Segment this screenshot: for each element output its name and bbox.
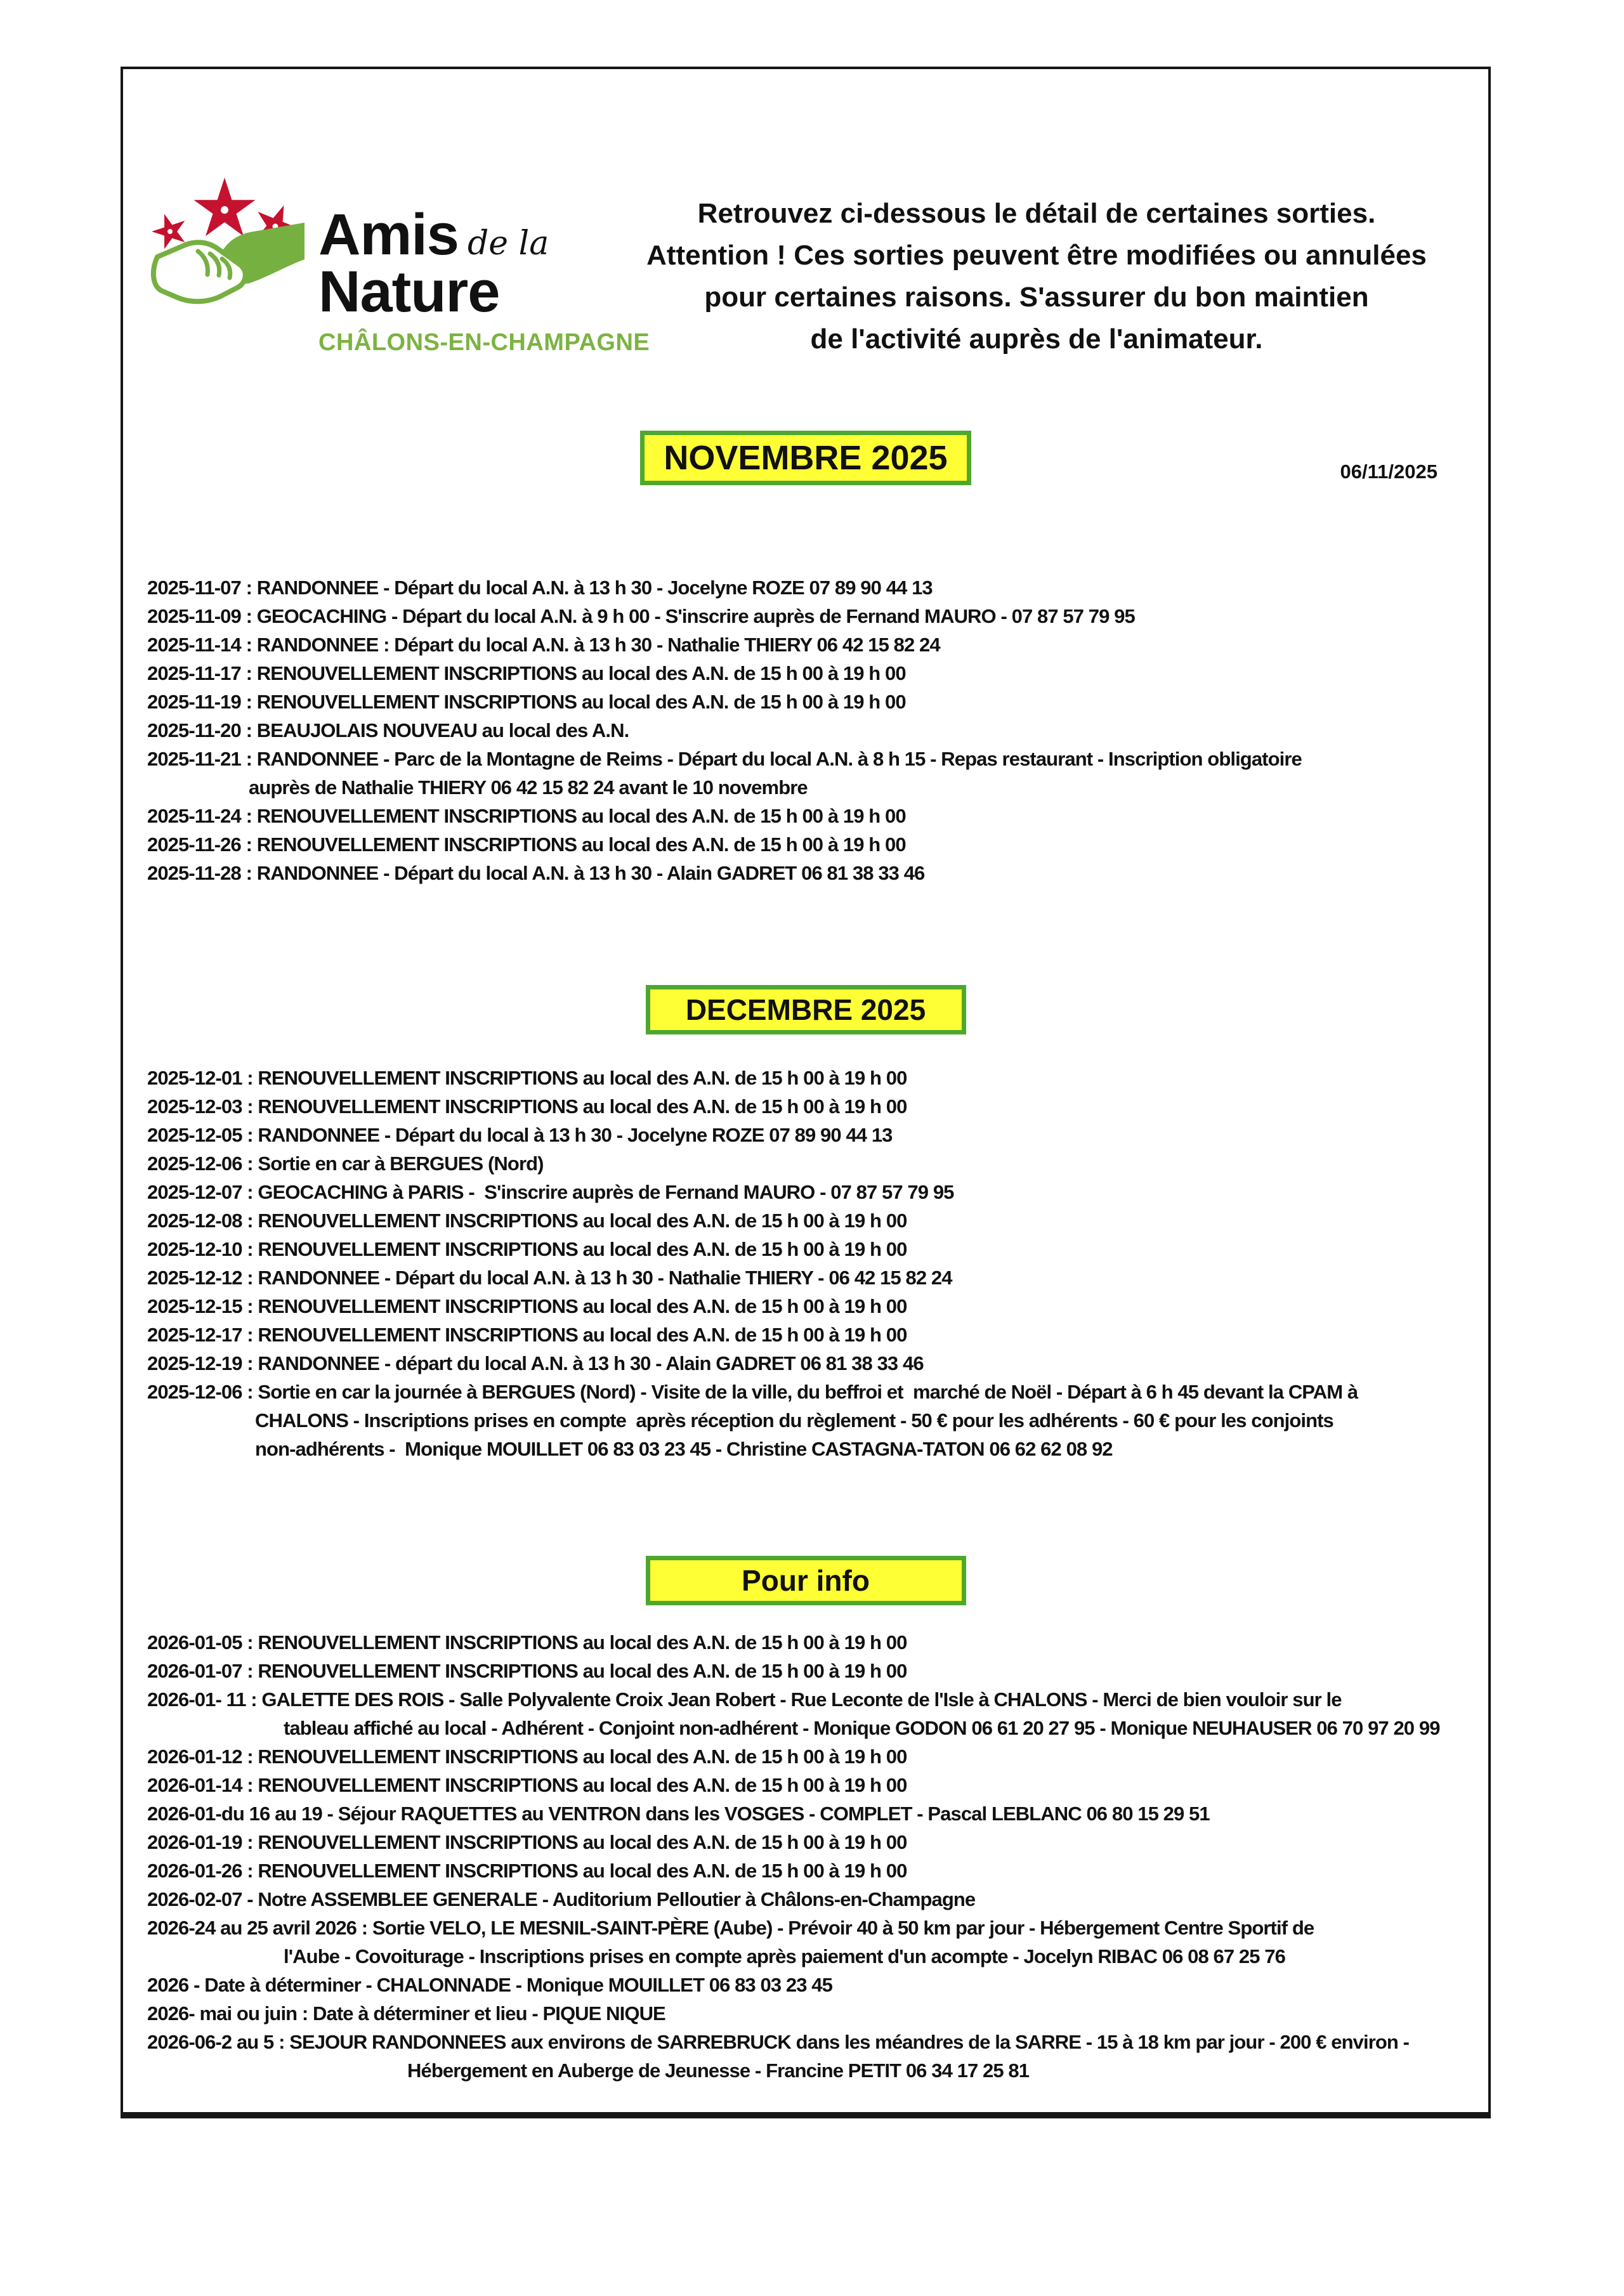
event-line: 2026-01- 11 : GALETTE DES ROIS - Salle Polyvalente Croix Jean Robert - Rue Leconte de l'Isle à CHALONS - Merci de bien vouloir sur le xyxy=(147,1688,1342,1711)
event-line: 2025-12-07 : GEOCACHING à PARIS - S'inscrire auprès de Fernand MAURO - 07 87 57 79 95 xyxy=(147,1181,954,1203)
document-border-frame xyxy=(121,67,1491,2118)
event-line: 2025-12-12 : RANDONNEE - Départ du local A.N. à 13 h 30 - Nathalie THIERY - 06 42 15 82 24 xyxy=(147,1267,952,1289)
event-line: 2025-11-24 : RENOUVELLEMENT INSCRIPTIONS au local des A.N. de 15 h 00 à 19 h 00 xyxy=(147,805,906,827)
event-list xyxy=(147,573,1484,887)
logo-subtitle: CHÂLONS-EN-CHAMPAGNE xyxy=(318,329,650,356)
event-line: 2025-11-14 : RANDONNEE : Départ du local A.N. à 13 h 30 - Nathalie THIERY 06 42 15 82 24 xyxy=(147,634,940,656)
section-title-row xyxy=(123,1556,1488,1605)
event-line: 2026-01-12 : RENOUVELLEMENT INSCRIPTIONS au local des A.N. de 15 h 00 à 19 h 00 xyxy=(147,1745,907,1768)
event-line: 2026-06-2 au 5 : SEJOUR RANDONNEES aux environs de SARREBRUCK dans les méandres de la SARRE - 15 à 18 km par jour - 200 € environ - xyxy=(147,2031,1410,2053)
event-line: l'Aube - Covoiturage - Inscriptions prises en compte après paiement d'un acompte - Jocelyn RIBAC 06 08 67 25 76 xyxy=(284,1945,1285,1967)
event-line: CHALONS - Inscriptions prises en compte après réception du règlement - 50 € pour les adhérents - 60 € pour les conjoints xyxy=(255,1409,1333,1432)
event-list xyxy=(147,1628,1484,2085)
event-line: 2025-11-19 : RENOUVELLEMENT INSCRIPTIONS au local des A.N. de 15 h 00 à 19 h 00 xyxy=(147,691,906,713)
event-line: 2025-12-19 : RANDONNEE - départ du local A.N. à 13 h 30 - Alain GADRET 06 81 38 33 46 xyxy=(147,1352,924,1374)
notice-line-1: Retrouvez ci-dessous le détail de certaines sorties. xyxy=(697,198,1376,229)
event-line: 2025-12-01 : RENOUVELLEMENT INSCRIPTIONS au local des A.N. de 15 h 00 à 19 h 00 xyxy=(147,1067,907,1089)
section-title: NOVEMBRE 2025 xyxy=(640,431,971,485)
event-line: 2025-12-06 : Sortie en car à BERGUES (Nord) xyxy=(147,1152,544,1175)
event-line: 2026-01-19 : RENOUVELLEMENT INSCRIPTIONS au local des A.N. de 15 h 00 à 19 h 00 xyxy=(147,1831,907,1853)
event-line: 2026-02-07 - Notre ASSEMBLEE GENERALE - Auditorium Pelloutier à Châlons-en-Champagne xyxy=(147,1888,976,1910)
event-line: 2025-11-09 : GEOCACHING - Départ du local A.N. à 9 h 00 - S'inscrire auprès de Fernand MAURO - 07 87 57 79 95 xyxy=(147,605,1135,627)
event-line: 2026-01-05 : RENOUVELLEMENT INSCRIPTIONS au local des A.N. de 15 h 00 à 19 h 00 xyxy=(147,1631,907,1654)
event-line: 2025-12-05 : RANDONNEE - Départ du local à 13 h 30 - Jocelyne ROZE 07 89 90 44 13 xyxy=(147,1124,893,1146)
logo-title-amis: Amis xyxy=(318,202,459,267)
event-line: 2025-12-17 : RENOUVELLEMENT INSCRIPTIONS au local des A.N. de 15 h 00 à 19 h 00 xyxy=(147,1324,907,1346)
event-line: 2025-11-21 : RANDONNEE - Parc de la Montagne de Reims - Départ du local A.N. à 8 h 15 - Repas restaurant - Inscription obligatoire xyxy=(147,748,1302,770)
document-date: 06/11/2025 xyxy=(1340,460,1437,483)
event-line: 2025-11-07 : RANDONNEE - Départ du local A.N. à 13 h 30 - Jocelyne ROZE 07 89 90 44 13 xyxy=(147,577,933,599)
section-title-row xyxy=(123,431,1488,485)
event-line: auprès de Nathalie THIERY 06 42 15 82 24 avant le 10 novembre xyxy=(249,776,808,799)
event-line: 2025-12-03 : RENOUVELLEMENT INSCRIPTIONS au local des A.N. de 15 h 00 à 19 h 00 xyxy=(147,1095,907,1118)
section-title: DECEMBRE 2025 xyxy=(646,985,966,1034)
notice-line-4: de l'activité auprès de l'animateur. xyxy=(810,323,1263,355)
event-line: 2026-01-14 : RENOUVELLEMENT INSCRIPTIONS au local des A.N. de 15 h 00 à 19 h 00 xyxy=(147,1774,907,1796)
logo-title-nature: Nature xyxy=(318,259,500,325)
notice-line-2: Attention ! Ces sorties peuvent être modifiées ou annulées xyxy=(646,240,1427,271)
event-line: 2026-24 au 25 avril 2026 : Sortie VELO, LE MESNIL-SAINT-PÈRE (Aube) - Prévoir 40 à 50 km par jour - Hébergement Centre Sportif de xyxy=(147,1917,1314,1939)
event-line: 2025-11-26 : RENOUVELLEMENT INSCRIPTIONS au local des A.N. de 15 h 00 à 19 h 00 xyxy=(147,833,906,856)
event-line: 2025-12-10 : RENOUVELLEMENT INSCRIPTIONS au local des A.N. de 15 h 00 à 19 h 00 xyxy=(147,1238,907,1260)
section-title: Pour info xyxy=(646,1556,966,1605)
event-line: 2026- mai ou juin : Date à déterminer et lieu - PIQUE NIQUE xyxy=(147,2002,665,2025)
event-list xyxy=(147,1064,1484,1463)
event-line: non-adhérents - Monique MOUILLET 06 83 03 23 45 - Christine CASTAGNA-TATON 06 62 62 08 92 xyxy=(255,1438,1113,1460)
event-line: 2026-01-26 : RENOUVELLEMENT INSCRIPTIONS au local des A.N. de 15 h 00 à 19 h 00 xyxy=(147,1860,907,1882)
event-line: Hébergement en Auberge de Jeunesse - Francine PETIT 06 34 17 25 81 xyxy=(407,2059,1030,2082)
event-line: 2025-12-15 : RENOUVELLEMENT INSCRIPTIONS au local des A.N. de 15 h 00 à 19 h 00 xyxy=(147,1295,907,1317)
event-line: 2025-12-06 : Sortie en car la journée à BERGUES (Nord) - Visite de la ville, du beffroi et marché de Noël - Départ à 6 h 45 devant la CPAM à xyxy=(147,1381,1358,1403)
section-title-row xyxy=(123,985,1488,1034)
logo-flowers-handshake-icon xyxy=(147,164,306,313)
event-line: 2025-11-28 : RANDONNEE - Départ du local A.N. à 13 h 30 - Alain GADRET 06 81 38 33 46 xyxy=(147,862,925,884)
event-line: 2026-01-07 : RENOUVELLEMENT INSCRIPTIONS au local des A.N. de 15 h 00 à 19 h 00 xyxy=(147,1660,907,1682)
event-line: 2026 - Date à déterminer - CHALONNADE - Monique MOUILLET 06 83 03 23 45 xyxy=(147,1974,832,1996)
event-line: tableau affiché au local - Adhérent - Conjoint non-adhérent - Monique GODON 06 61 20 27 95 - Monique NEUHAUSER 06 70 97 20 99 xyxy=(284,1717,1440,1739)
event-line: 2025-12-08 : RENOUVELLEMENT INSCRIPTIONS au local des A.N. de 15 h 00 à 19 h 00 xyxy=(147,1210,907,1232)
event-line: 2025-11-17 : RENOUVELLEMENT INSCRIPTIONS au local des A.N. de 15 h 00 à 19 h 00 xyxy=(147,662,906,684)
notice-paragraph xyxy=(561,193,1512,360)
event-line: 2026-01-du 16 au 19 - Séjour RAQUETTES au VENTRON dans les VOSGES - COMPLET - Pascal LEBLANC 06 80 15 29 51 xyxy=(147,1803,1210,1825)
notice-line-3: pour certaines raisons. S'assurer du bon maintien xyxy=(704,282,1369,313)
logo-title-de-la: de la xyxy=(467,225,549,263)
event-line: 2025-11-20 : BEAUJOLAIS NOUVEAU au local des A.N. xyxy=(147,719,629,741)
